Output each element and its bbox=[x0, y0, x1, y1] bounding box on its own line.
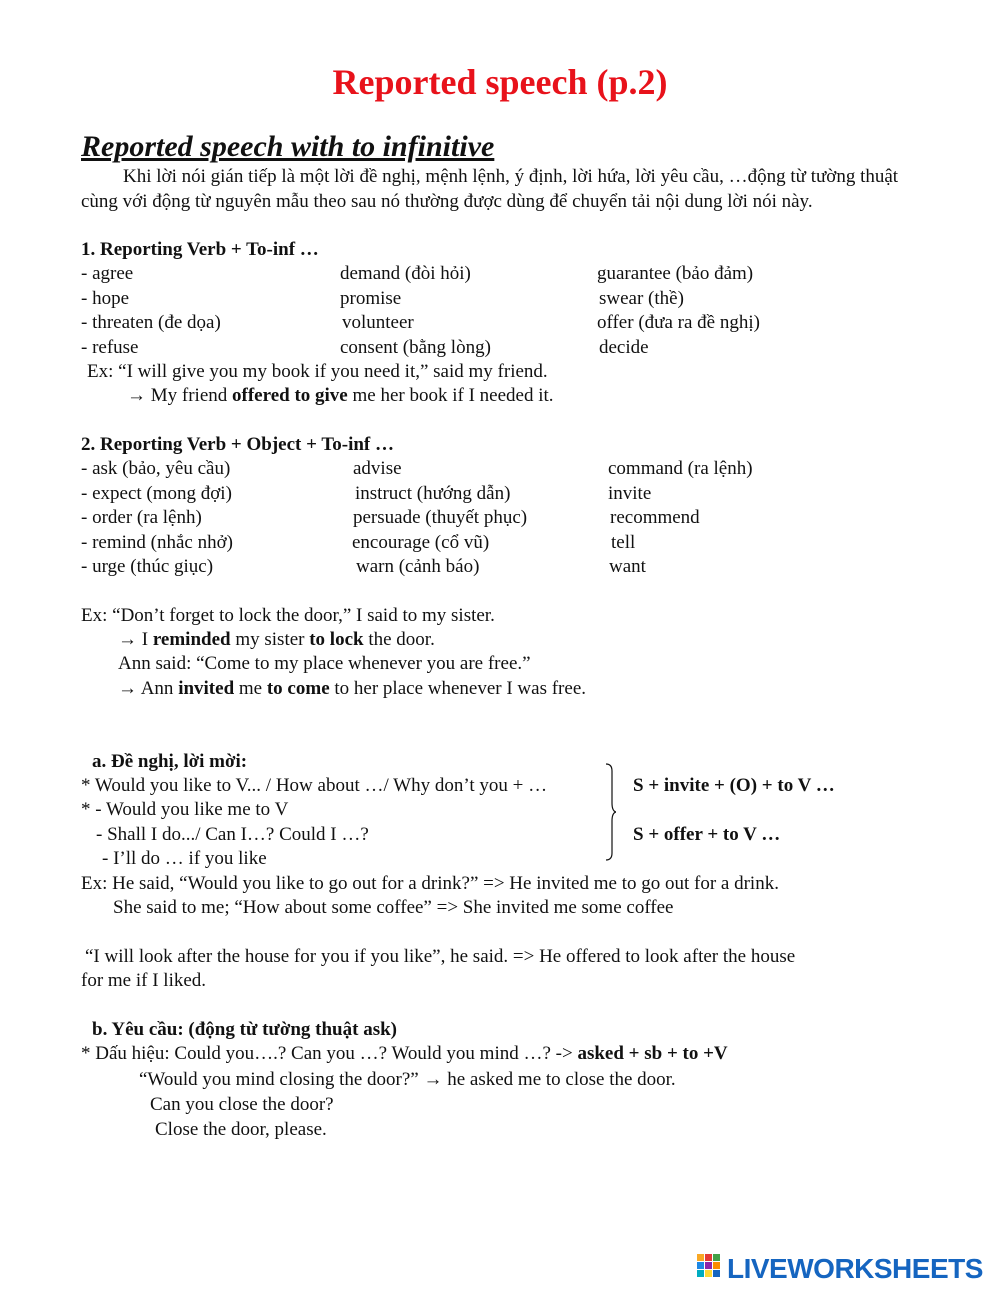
list-item: command (ra lệnh) bbox=[608, 458, 753, 479]
example-line: Ex: “I will give you my book if you need it,” said my friend. bbox=[87, 361, 548, 382]
list-item: demand (đòi hỏi) bbox=[340, 263, 471, 284]
liveworksheets-brand: LIVEWORKSHEETS bbox=[727, 1253, 983, 1284]
list-item: volunteer bbox=[342, 312, 414, 333]
example-line: Ex: “Don’t forget to lock the door,” I said to my sister. bbox=[81, 605, 495, 626]
example-line: Can you close the door? bbox=[150, 1094, 334, 1115]
example-line: She said to me; “How about some coffee” => She invited me some coffee bbox=[113, 897, 674, 918]
example-line: Close the door, please. bbox=[155, 1119, 327, 1140]
list-item: - expect (mong đợi) bbox=[81, 483, 232, 504]
liveworksheets-logo-icon bbox=[697, 1254, 723, 1284]
list-item: swear (thề) bbox=[599, 288, 684, 309]
example-line: “Would you mind closing the door?” → he asked me to close the door. bbox=[139, 1069, 676, 1090]
example-line: for me if I liked. bbox=[81, 970, 207, 991]
intro-paragraph bbox=[81, 165, 901, 214]
list-item: - order (ra lệnh) bbox=[81, 507, 202, 528]
list-item: encourage (cổ vũ) bbox=[352, 532, 490, 553]
list-item: warn (cảnh báo) bbox=[356, 556, 480, 577]
list-item: promise bbox=[340, 288, 402, 309]
pattern-line: - I’ll do … if you like bbox=[102, 848, 267, 869]
list-item: recommend bbox=[610, 507, 700, 528]
page-title: Reported speech (p.2) bbox=[332, 62, 668, 102]
example-line: Ex: He said, “Would you like to go out for a drink?” => He invited me to go out for a drink. bbox=[81, 873, 779, 894]
list-item: offer (đưa ra đề nghị) bbox=[597, 312, 760, 333]
example-line: Ann said: “Come to my place whenever you are free.” bbox=[118, 653, 531, 674]
pattern-line: * Would you like to V... / How about …/ Why don’t you + … bbox=[81, 775, 548, 796]
rule-offer: S + offer + to V … bbox=[633, 824, 781, 845]
list-item: consent (bằng lòng) bbox=[340, 337, 491, 358]
list-item: guarantee (bảo đảm) bbox=[597, 263, 754, 284]
example-result: → Ann invited me to come to her place whenever I was free. bbox=[118, 678, 587, 699]
example-result: → I reminded my sister to lock the door. bbox=[118, 629, 435, 650]
example-result: → My friend offered to give me her book if I needed it. bbox=[127, 385, 554, 406]
part-a-heading: a. Đề nghị, lời mời: bbox=[92, 751, 248, 772]
part2-heading: 2. Reporting Verb + Object + To-inf … bbox=[81, 434, 394, 455]
intro-text: Khi lời nói gián tiếp là một lời đề nghị, mệnh lệnh, ý định, lời hứa, lời yêu cầu, …động từ tường thuật cùng với động từ nguyên mẫu theo sau nó thường được dùng để chuyển tải nội dung lời nói này. bbox=[81, 166, 899, 212]
list-item: - agree bbox=[81, 263, 134, 284]
list-item: - remind (nhắc nhở) bbox=[81, 532, 233, 553]
example-line: “I will look after the house for you if you like”, he said. => He offered to look after the house bbox=[85, 946, 796, 967]
list-item: decide bbox=[599, 337, 649, 358]
pattern-line: * - Would you like me to V bbox=[81, 799, 289, 820]
list-item: want bbox=[609, 556, 646, 577]
part1-heading: 1. Reporting Verb + To-inf … bbox=[81, 239, 319, 260]
list-item: instruct (hướng dẫn) bbox=[355, 483, 511, 504]
section-heading: Reported speech with to infinitive bbox=[81, 130, 495, 163]
list-item: tell bbox=[611, 532, 636, 553]
sign-line: * Dấu hiệu: Could you….? Can you …? Would you mind …? -> asked + sb + to +V bbox=[81, 1043, 728, 1064]
list-item: - urge (thúc giục) bbox=[81, 556, 214, 577]
list-item: advise bbox=[353, 458, 402, 479]
curly-brace bbox=[604, 763, 616, 861]
list-item: invite bbox=[608, 483, 652, 504]
rule-invite: S + invite + (O) + to V … bbox=[633, 775, 835, 796]
part-b-heading: b. Yêu cầu: (động từ tường thuật ask) bbox=[92, 1019, 397, 1040]
list-item: - refuse bbox=[81, 337, 139, 358]
list-item: - hope bbox=[81, 288, 130, 309]
list-item: persuade (thuyết phục) bbox=[353, 507, 528, 528]
pattern-line: - Shall I do.../ Can I…? Could I …? bbox=[96, 824, 369, 845]
list-item: - ask (bảo, yêu cầu) bbox=[81, 458, 231, 479]
list-item: - threaten (đe dọa) bbox=[81, 312, 221, 333]
